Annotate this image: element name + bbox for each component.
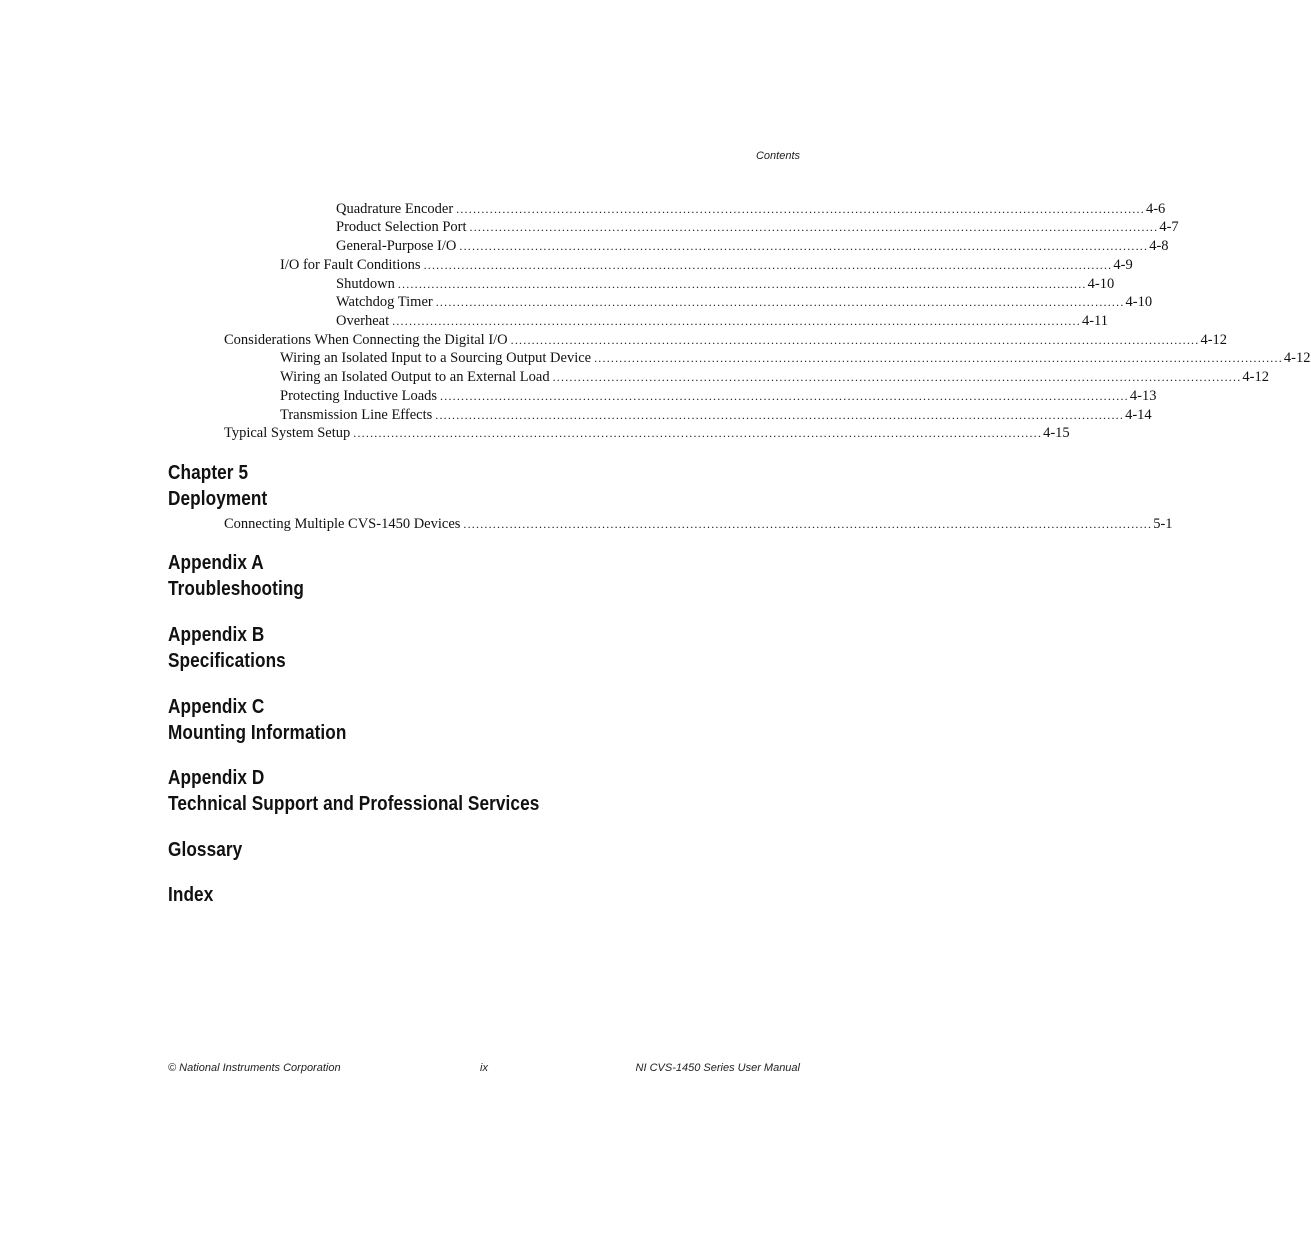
toc-entry-title: Overheat bbox=[336, 313, 390, 329]
toc-entry[interactable] bbox=[224, 515, 1173, 534]
toc-entry-title: Wiring an Isolated Output to an External Load bbox=[280, 369, 550, 385]
dot-leader: .................................................................................................................................................................... bbox=[353, 426, 1043, 440]
appendix-label: Appendix B bbox=[168, 624, 265, 646]
toc-entry[interactable] bbox=[336, 218, 1179, 237]
dot-leader: .................................................................................................................................................................... bbox=[435, 408, 1125, 422]
dot-leader: .................................................................................................................................................................... bbox=[463, 517, 1153, 531]
toc-entry[interactable] bbox=[224, 331, 1228, 350]
appendix-title: Troubleshooting bbox=[168, 578, 305, 600]
appendix-title: Mounting Information bbox=[168, 722, 347, 744]
toc-entry-title: Protecting Inductive Loads bbox=[280, 388, 438, 404]
toc-entry-page: 4-10 bbox=[1125, 294, 1153, 310]
toc-entry-title: Watchdog Timer bbox=[336, 294, 433, 310]
toc-entry-title: Shutdown bbox=[336, 276, 395, 292]
appendix-c-heading[interactable] bbox=[168, 694, 346, 746]
toc-entry[interactable] bbox=[336, 275, 1115, 294]
dot-leader: .................................................................................................................................................................... bbox=[510, 333, 1200, 347]
toc-entry-page: 4-7 bbox=[1159, 219, 1179, 235]
toc-entry-page: 4-10 bbox=[1087, 276, 1115, 292]
appendix-b-heading[interactable] bbox=[168, 622, 286, 674]
dot-leader: .................................................................................................................................................................... bbox=[459, 239, 1149, 253]
toc-entry-title: Product Selection Port bbox=[336, 219, 467, 235]
toc-entry-title: Transmission Line Effects bbox=[280, 407, 433, 423]
toc-entry[interactable] bbox=[280, 406, 1152, 425]
running-header: Contents bbox=[755, 150, 800, 162]
dot-leader: .................................................................................................................................................................... bbox=[456, 202, 1145, 216]
toc-entry[interactable] bbox=[336, 312, 1108, 331]
appendix-label: Appendix C bbox=[168, 696, 265, 718]
appendix-a-heading[interactable] bbox=[168, 550, 304, 602]
toc-entry-page: 4-12 bbox=[1283, 350, 1311, 366]
toc-entry-page: 4-9 bbox=[1113, 257, 1133, 273]
toc-entry-page: 4-13 bbox=[1129, 388, 1157, 404]
toc-entry[interactable] bbox=[224, 424, 1070, 443]
toc-entry[interactable] bbox=[336, 237, 1169, 256]
appendix-label: Appendix A bbox=[168, 552, 264, 574]
dot-leader: .................................................................................................................................................................... bbox=[440, 389, 1129, 403]
chapter-title: Deployment bbox=[168, 488, 268, 510]
toc-entry-title: Quadrature Encoder bbox=[336, 201, 454, 217]
footer-manual-title: NI CVS-1450 Series User Manual bbox=[635, 1062, 800, 1074]
toc-entry-page: 4-11 bbox=[1081, 313, 1108, 329]
appendix-title: Specifications bbox=[168, 650, 286, 672]
dot-leader: .................................................................................................................................................................... bbox=[392, 314, 1081, 328]
toc-entry-page: 5-1 bbox=[1153, 516, 1173, 532]
toc-entry[interactable] bbox=[280, 256, 1133, 275]
toc-entry[interactable] bbox=[280, 368, 1270, 387]
toc-entry-title: General-Purpose I/O bbox=[336, 238, 457, 254]
dot-leader: .................................................................................................................................................................... bbox=[435, 295, 1125, 309]
toc-entry-page: 4-12 bbox=[1242, 369, 1270, 385]
toc-entry-page: 4-12 bbox=[1200, 332, 1228, 348]
chapter-5-heading[interactable] bbox=[168, 460, 267, 512]
toc-entry-page: 4-14 bbox=[1125, 407, 1152, 423]
index-title: Index bbox=[168, 884, 214, 906]
appendix-title: Technical Support and Professional Services bbox=[168, 793, 540, 815]
toc-entry-title: Connecting Multiple CVS-1450 Devices bbox=[224, 516, 461, 532]
dot-leader: .................................................................................................................................................................... bbox=[594, 351, 1283, 365]
index-heading[interactable] bbox=[168, 882, 213, 908]
dot-leader: .................................................................................................................................................................... bbox=[552, 370, 1242, 384]
dot-leader: .................................................................................................................................................................... bbox=[423, 258, 1113, 272]
dot-leader: .................................................................................................................................................................... bbox=[469, 220, 1159, 234]
footer-copyright: © National Instruments Corporation bbox=[168, 1062, 341, 1074]
toc-entry-title: Wiring an Isolated Input to a Sourcing Output Device bbox=[280, 350, 592, 366]
toc-entry[interactable] bbox=[336, 293, 1153, 312]
toc-entry-title: Considerations When Connecting the Digital I/O bbox=[224, 332, 508, 348]
footer-page-number: ix bbox=[480, 1062, 488, 1074]
toc-entry[interactable] bbox=[280, 387, 1157, 406]
toc-entry-page: 4-8 bbox=[1149, 238, 1169, 254]
toc-entry[interactable] bbox=[336, 200, 1166, 219]
appendix-d-heading[interactable] bbox=[168, 765, 539, 817]
toc-entry-page: 4-6 bbox=[1145, 201, 1166, 217]
appendix-label: Appendix D bbox=[168, 767, 265, 789]
chapter-label: Chapter 5 bbox=[168, 462, 249, 484]
toc-entry-title: Typical System Setup bbox=[224, 425, 351, 441]
toc-entry[interactable] bbox=[280, 349, 1311, 368]
toc-entry-title: I/O for Fault Conditions bbox=[280, 257, 421, 273]
toc-entry-page: 4-15 bbox=[1043, 425, 1070, 441]
glossary-title: Glossary bbox=[168, 839, 243, 861]
glossary-heading[interactable] bbox=[168, 837, 242, 863]
dot-leader: .................................................................................................................................................................... bbox=[397, 277, 1087, 291]
